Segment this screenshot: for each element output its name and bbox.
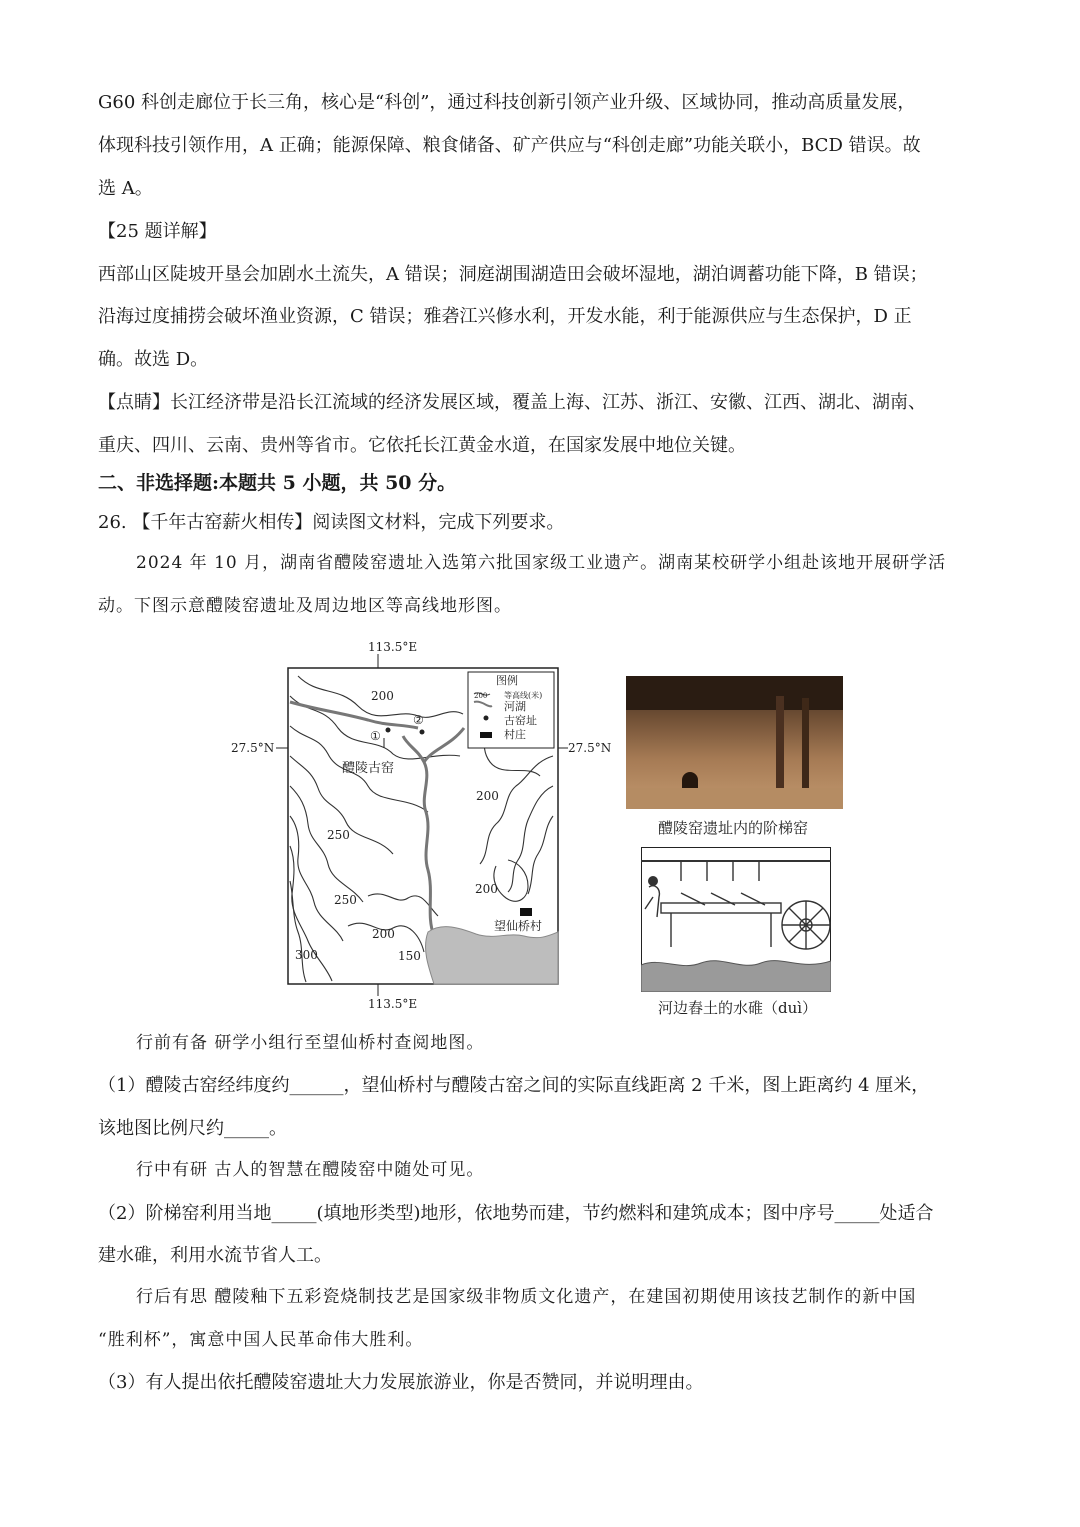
village-label: 望仙桥村	[494, 919, 543, 933]
kiln-site-icon	[484, 716, 489, 721]
text-line: 确。故选 D。	[98, 349, 209, 370]
section-title: 二、非选择题:本题共 5 小题，共 50 分。	[98, 472, 457, 494]
lat-label-right: 27.5°N	[568, 741, 612, 755]
water-trip-hammer-caption: 河边舂土的水碓（duì）	[658, 999, 818, 1017]
question-2: （2）阶梯窑利用当地_____(填地形类型)地形，依地势而建，节约燃料和建筑成本；图中序号_____处适合	[98, 1203, 934, 1224]
marker-1: ①	[370, 729, 381, 743]
contour-label: 150	[398, 949, 421, 963]
question-26-header: 26. 【千年古窑薪火相传】阅读图文材料，完成下列要求。	[98, 512, 565, 533]
material-line: 2024 年 10 月，湖南省醴陵窑遗址入选第六批国家级工业遗产。湖南某校研学小组赴该地开展研学活	[136, 553, 947, 573]
legend-title: 图例	[496, 674, 518, 687]
question-3: （3）有人提出依托醴陵窑遗址大力发展旅游业，你是否赞同，并说明理由。	[98, 1372, 704, 1393]
marker-2-dot	[420, 730, 425, 735]
kiln-marker	[386, 728, 391, 733]
question-2-cont: 建水碓，利用水流节省人工。	[98, 1245, 332, 1266]
legend-village-label: 村庄	[504, 728, 526, 741]
contour-label: 250	[327, 828, 350, 842]
text-line: 体现科技引领作用，A 正确；能源保障、粮食储备、矿产供应与“科创走廊”功能关联小，BCD 错误。故	[98, 135, 921, 156]
text-line: 沿海过度捕捞会破坏渔业资源，C 错误；雅砻江兴修水利，开发水能，利于能源供应与生态保护，D 正	[98, 306, 912, 327]
text-line: 重庆、四川、云南、贵州等省市。它依托长江黄金水道，在国家发展中地位关键。	[98, 435, 746, 456]
before-trip-line: 行前有备 研学小组行至望仙桥村查阅地图。	[136, 1033, 485, 1053]
contour-label: 200	[476, 789, 499, 803]
marker-2: ②	[413, 713, 424, 727]
material-line: 动。下图示意醴陵窑遗址及周边地区等高线地形图。	[98, 596, 512, 616]
detail-heading-25: 【25 题详解】	[98, 221, 217, 242]
question-1-cont: 该地图比例尺约_____。	[98, 1118, 287, 1139]
kiln-label: 醴陵古窑	[342, 761, 395, 776]
legend-contour-label: 等高线(米)	[504, 691, 543, 700]
contour-label: 250	[334, 893, 357, 907]
text-line: G60 科创走廊位于长三角，核心是“科创”，通过科技创新引领产业升级、区域协同，推动高质量发展，	[98, 92, 916, 113]
question-1: （1）醴陵古窑经纬度约______，望仙桥村与醴陵古窑之间的实际直线距离 2 千米，图上距离约 4 厘米，	[98, 1075, 930, 1096]
water-trip-hammer-illustration	[641, 847, 831, 992]
legend-river-label: 河湖	[504, 700, 526, 713]
during-trip-line: 行中有研 古人的智慧在醴陵窑中随处可见。	[136, 1160, 485, 1180]
text-line: 选 A。	[98, 178, 153, 199]
after-trip-line-cont: “胜利杯”，寓意中国人民革命伟大胜利。	[98, 1330, 424, 1350]
stepped-kiln-photo	[626, 676, 843, 809]
lon-label-bottom: 113.5°E	[368, 997, 418, 1011]
contour-label: 200	[371, 689, 394, 703]
village-marker	[520, 908, 532, 916]
contour-label: 200	[372, 927, 395, 941]
lat-label-left: 27.5°N	[231, 741, 275, 755]
contour-label: 200	[475, 882, 498, 896]
lon-label-top: 113.5°E	[368, 640, 418, 654]
contour-map	[228, 636, 628, 1016]
village-icon	[480, 732, 492, 738]
text-line: 西部山区陡坡开垦会加剧水土流失，A 错误；洞庭湖围湖造田会破坏湿地，湖泊调蓄功能下降，B 错误；	[98, 264, 928, 285]
legend-kiln-label: 古窑址	[504, 714, 537, 727]
kiln-photo-caption: 醴陵窑遗址内的阶梯窑	[658, 819, 809, 837]
contour-label: 300	[295, 948, 318, 962]
after-trip-line: 行后有思 醴陵釉下五彩瓷烧制技艺是国家级非物质文化遗产，在建国初期使用该技艺制作的新中国	[136, 1287, 917, 1307]
tip-line: 【点睛】长江经济带是沿长江流域的经济发展区域，覆盖上海、江苏、浙江、安徽、江西、湖北、湖南、	[98, 392, 926, 413]
legend-contour-value: 200	[474, 692, 488, 700]
